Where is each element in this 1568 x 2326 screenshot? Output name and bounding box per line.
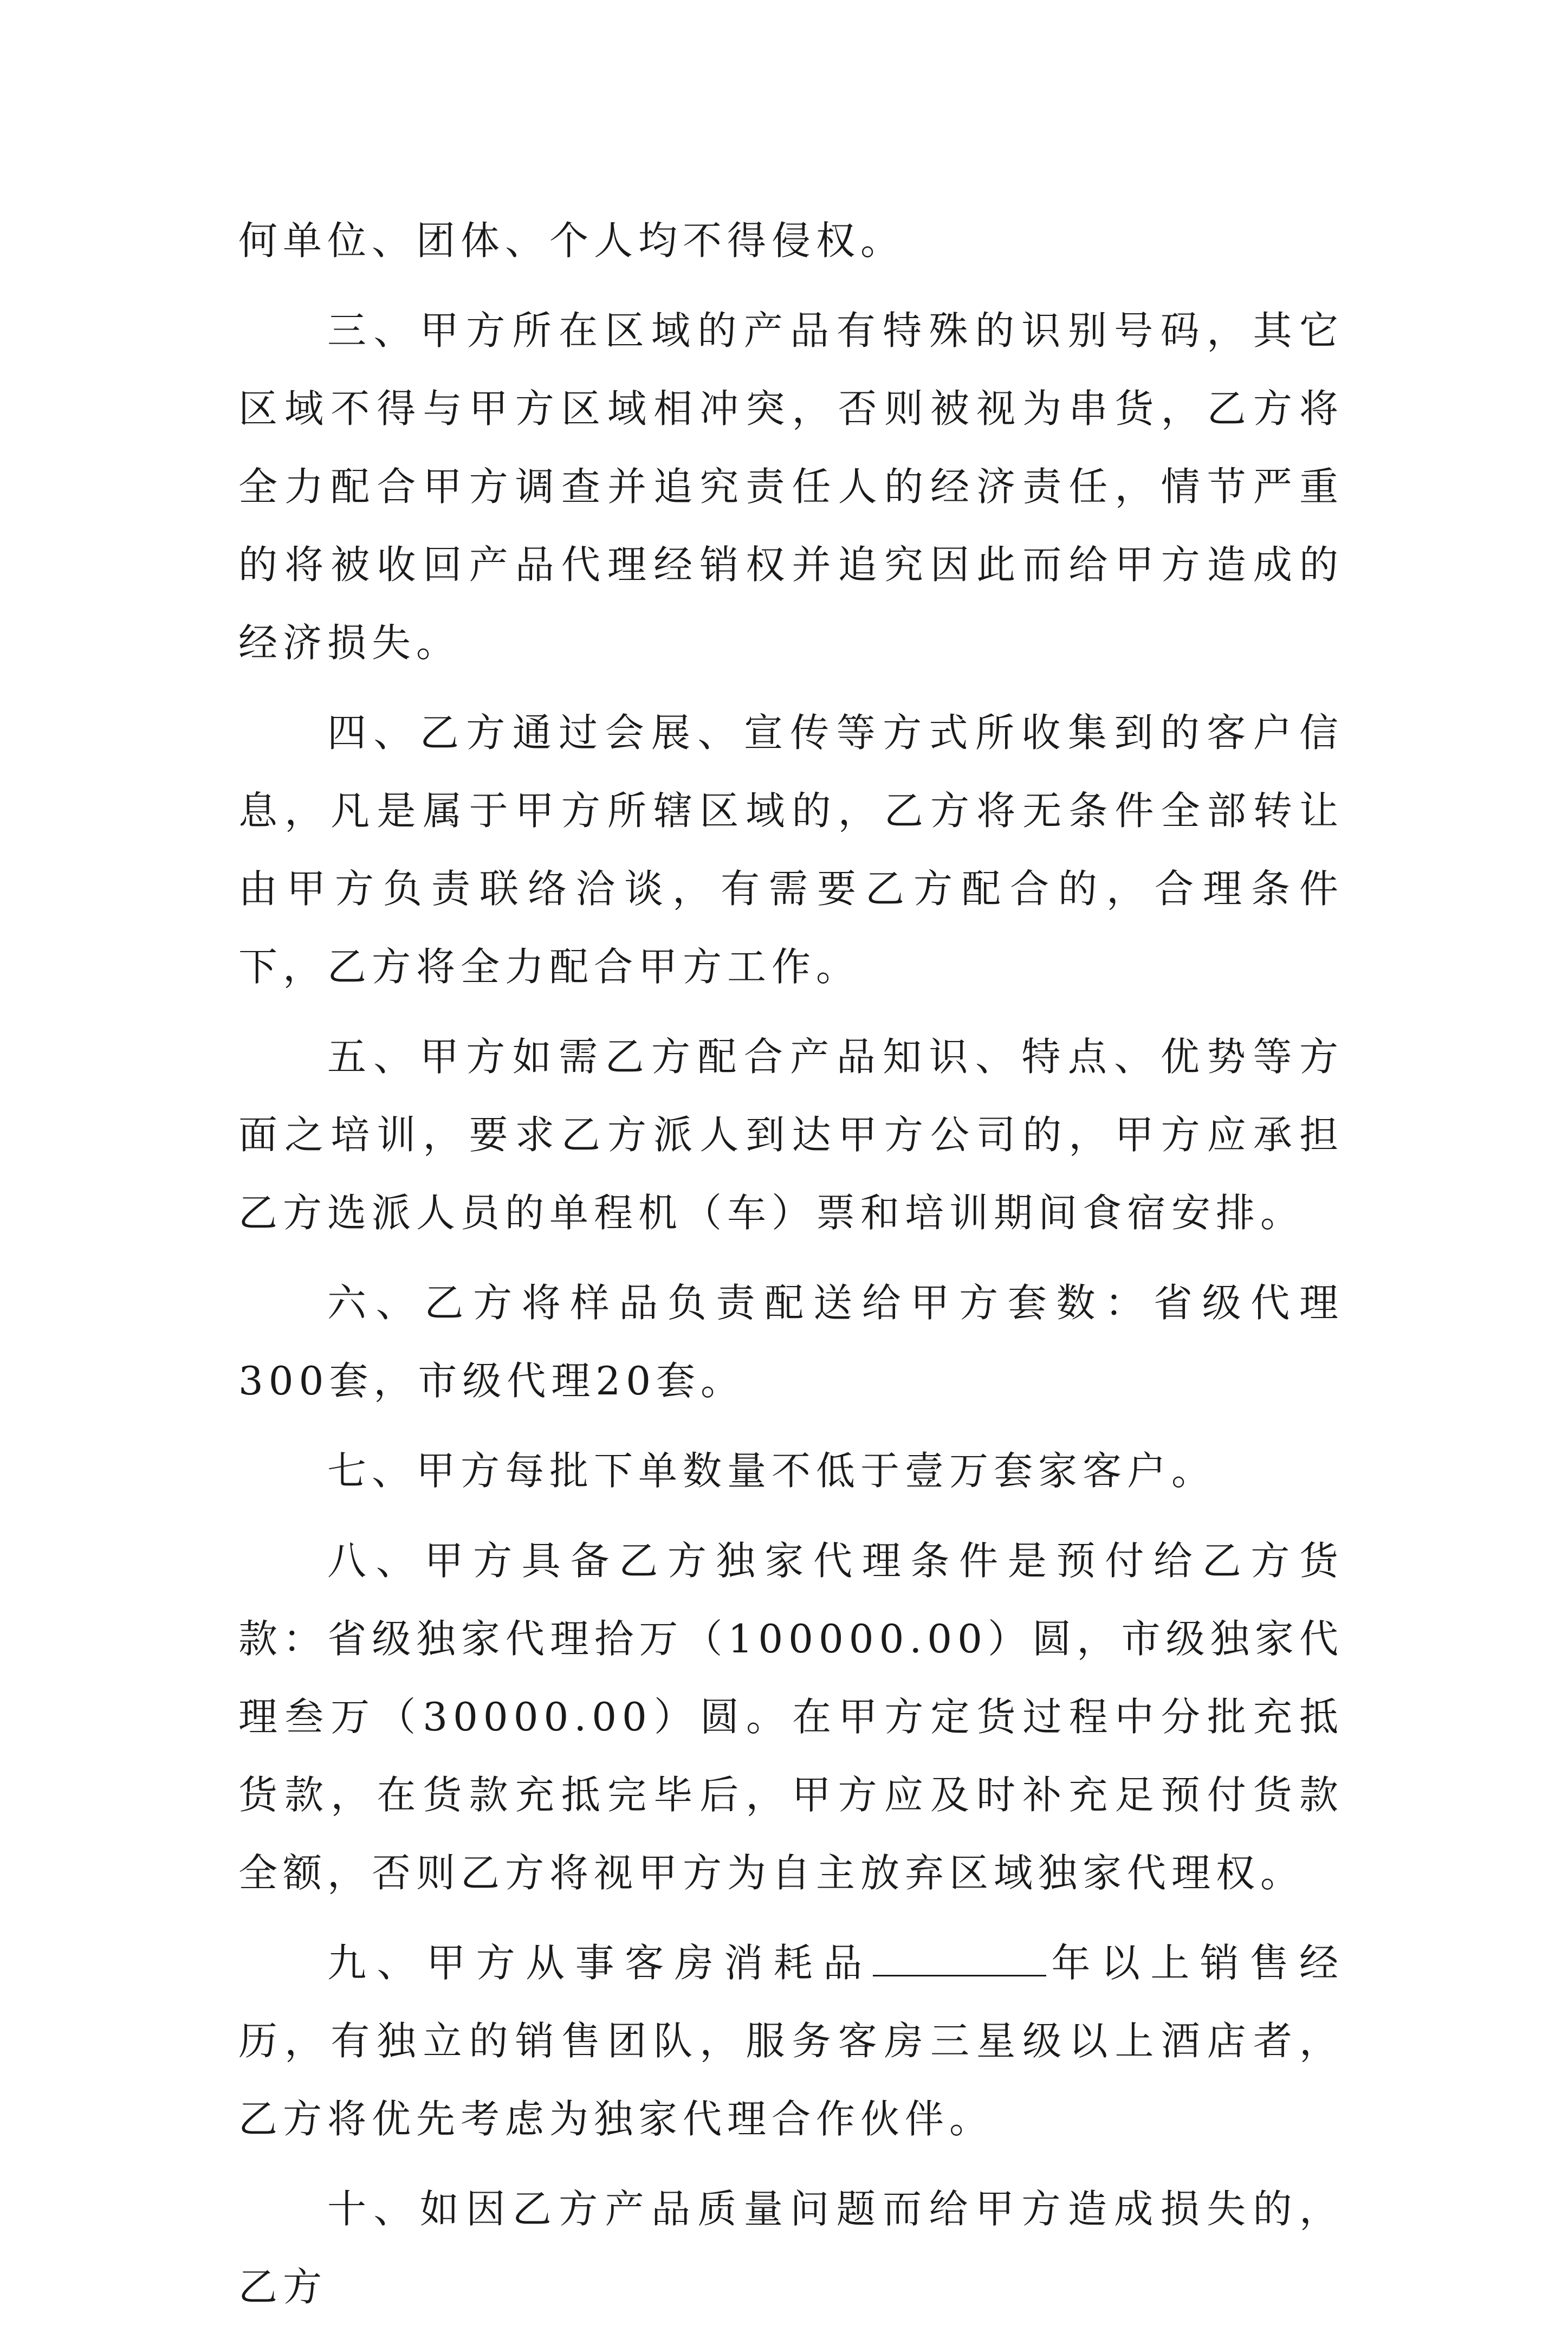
clause-10: 十、如因乙方产品质量问题而给甲方造成损失的，乙方 [238, 2186, 1344, 2310]
paragraph-gap [238, 1912, 1344, 1924]
paragraph-gap [238, 1510, 1344, 1522]
paragraph-continued: 何单位、团体、个人均不得侵权。 [238, 218, 905, 263]
clause-3: 三、甲方所在区域的产品有特殊的识别号码，其它区域不得与甲方区域相冲突，否则被视为串货，乙方将全力配合甲方调查并追究责任人的经济责任，情节严重的将被收回产品代理经销权并追究因此而给甲方造成的经济损失。 [238, 308, 1344, 666]
paragraph-gap [238, 682, 1344, 694]
paragraph-gap [238, 2158, 1344, 2170]
clause-9 [238, 1924, 1344, 2158]
paragraph-gap [238, 1420, 1344, 1432]
paragraph-gap [238, 280, 1344, 292]
clause-4: 四、乙方通过会展、宣传等方式所收集到的客户信息，凡是属于甲方所辖区域的，乙方将无条件全部转让由甲方负责联络洽谈，有需要乙方配合的，合理条件下，乙方将全力配合甲方工作。 [238, 710, 1344, 990]
clause-9-text-after: 年以上销售经历，有独立的销售团队，服务客房三星级以上酒店者，乙方将优先考虑为独家代理合作伙伴。 [238, 1940, 1344, 2142]
clause-8: 八、甲方具备乙方独家代理条件是预付给乙方货款：省级独家代理拾万（100000.00）圆，市级独家代理叁万（30000.00）圆。在甲方定货过程中分批充抵货款，在货款充抵完毕后，甲方应及时补充足预付货款全额，否则乙方将视甲方为自主放弃区域独家代理权。 [238, 1538, 1344, 1896]
clause-9-text-before: 九、甲方从事客房消耗品 [327, 1940, 873, 1986]
clause-6: 六、乙方将样品负责配送给甲方套数：省级代理300套，市级代理20套。 [238, 1280, 1344, 1404]
fill-in-blank-years[interactable] [873, 1944, 1046, 1976]
clause-7: 七、甲方每批下单数量不低于壹万套家客户。 [327, 1448, 1216, 1494]
paragraph-gap [238, 1252, 1344, 1264]
contract-body [238, 202, 1344, 2326]
clause-5: 五、甲方如需乙方配合产品知识、特点、优势等方面之培训，要求乙方派人到达甲方公司的，甲方应承担乙方选派人员的单程机（车）票和培训期间食宿安排。 [238, 1034, 1344, 1236]
paragraph-gap [238, 1006, 1344, 1018]
